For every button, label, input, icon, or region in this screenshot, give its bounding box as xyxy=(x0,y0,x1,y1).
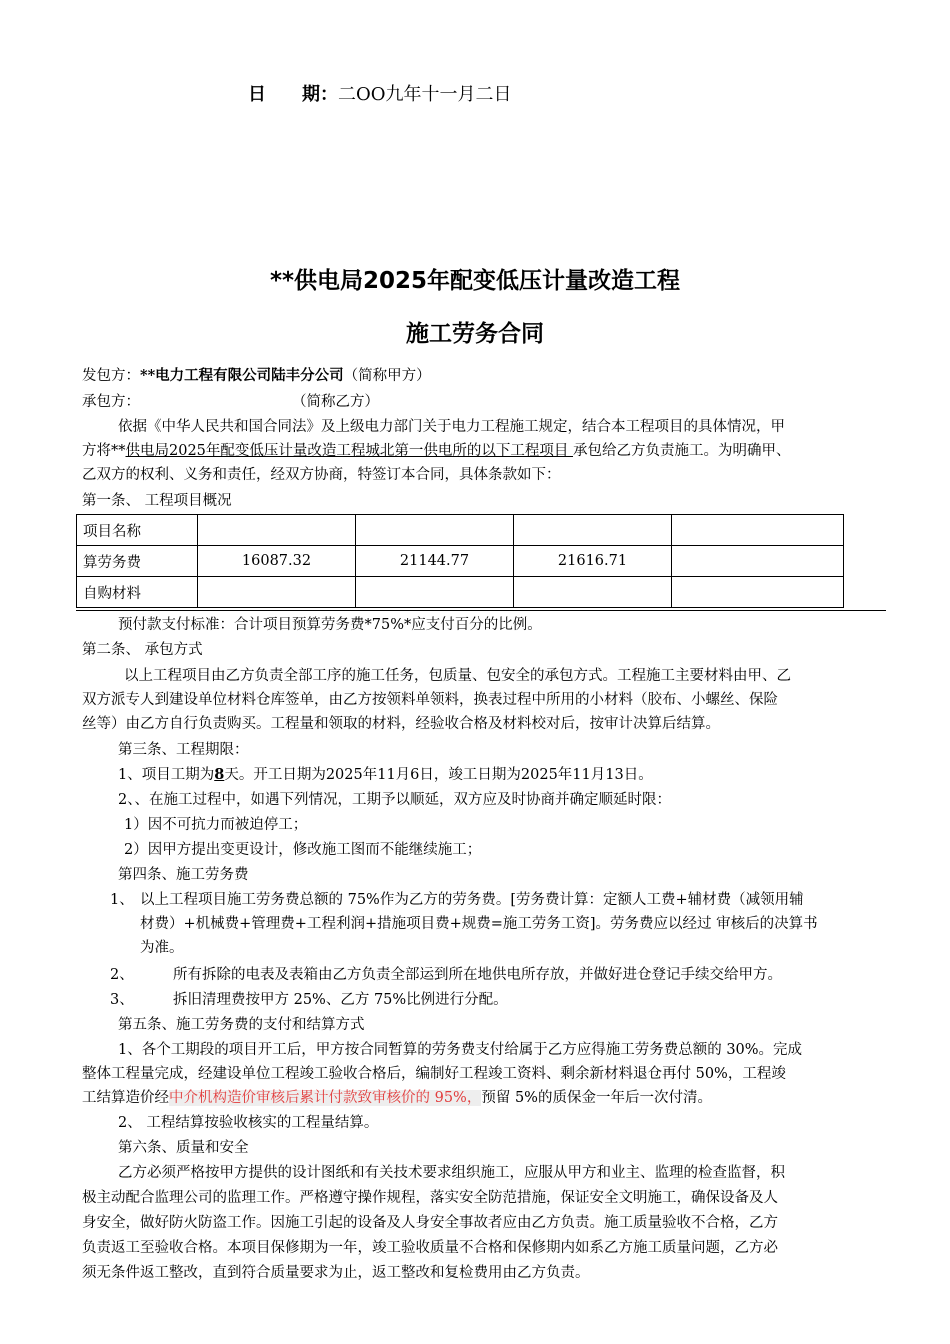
article-4-item-2: 所有拆除的电表及表箱由乙方负责全部运到所在地供电所存放，并做好进仓登记手续交给甲方。 xyxy=(173,967,782,983)
article-3-item-1 xyxy=(118,765,653,785)
contractor-name: **电力工程有限公司陆丰分公司 xyxy=(140,367,344,384)
date-label: 日 期： xyxy=(248,84,338,105)
article-2-line-1: 以上工程项目由乙方负责全部工序的施工任务，包质量、包安全的承包方式。工程施工主要材料由甲、乙 xyxy=(124,668,791,684)
article-3-heading: 第三条、工程期限： xyxy=(118,742,249,758)
article-5-heading: 第五条、施工劳务费的支付和结算方式 xyxy=(118,1017,365,1033)
highlighted-payment-clause: 中介机构造价审核后累计付款致审核价的 95%， xyxy=(169,1090,482,1106)
article-4-item-1b: 材费）+机械费+管理费+工程利润+措施项目费+规费=施工劳务工资]。劳务费应以经过 审核后的决算书 xyxy=(140,916,818,932)
article-6-line-5: 须无条件返工整改，直到符合质量要求为止，返工整改和复检费用由乙方负责。 xyxy=(82,1265,590,1281)
article-4-num-2: 2、 xyxy=(110,967,134,983)
duration-post: 天。开工日期为2025年11月6日，竣工日期为2025年11月13日。 xyxy=(224,767,653,783)
article-5-line-3-post: 预留 5%的质保金一年后一次付清。 xyxy=(481,1090,712,1106)
table-cell xyxy=(514,577,672,608)
article-4-item-3: 拆旧清理费按甲方 25%、乙方 75%比例进行分配。 xyxy=(173,992,508,1008)
row-label-labor-cost: 算劳务费 xyxy=(77,546,198,577)
article-4-item-1a: 以上工程项目施工劳务费总额的 75%作为乙方的劳务费。[劳务费计算：定额人工费+辅材费（减领用辅 xyxy=(140,892,804,908)
article-6-heading: 第六条、质量和安全 xyxy=(118,1140,249,1156)
article-5-line-4: 2、 工程结算按验收核实的工程量结算。 xyxy=(118,1115,379,1131)
article-3-item-3: 1）因不可抗力而被迫停工； xyxy=(124,817,308,833)
table-cell xyxy=(514,515,672,546)
article-6-line-2: 极主动配合监理公司的监理工作。严格遵守操作规程，落实安全防范措施，保证安全文明施工，确保设备及人 xyxy=(82,1190,778,1206)
article-4-num-3: 3、 xyxy=(110,992,134,1008)
article-1-heading: 第一条、 工程项目概况 xyxy=(82,493,232,509)
project-overview-table xyxy=(76,514,844,608)
article-4-item-1c: 为准。 xyxy=(140,940,184,956)
date-value: 二OO九年十一月二日 xyxy=(338,84,512,105)
subcontractor-abbr: （简称乙方） xyxy=(292,394,379,410)
labor-cost-3: 21616.71 xyxy=(514,546,672,577)
contract-date xyxy=(248,80,512,106)
article-5-line-3 xyxy=(82,1088,712,1108)
table-bottom-rule xyxy=(76,610,886,611)
article-3-item-4: 2）因甲方提出变更设计，修改施工图而不能继续施工； xyxy=(124,842,482,858)
row-label-self-purchased: 自购材料 xyxy=(77,577,198,608)
intro-line-2 xyxy=(82,441,791,461)
article-5-line-1: 1、各个工期段的项目开工后，甲方按合同暂算的劳务费支付给属于乙方应得施工劳务费总额的 30%。完成 xyxy=(118,1042,803,1058)
article-5-line-3-pre: 工结算造价经 xyxy=(82,1090,169,1106)
subcontractor-label: 承包方： xyxy=(82,394,140,410)
table-row xyxy=(77,546,844,577)
article-3-item-2: 2、、在施工过程中，如遇下列情况，工期予以顺延，双方应及时协商并确定顺延时限： xyxy=(118,792,671,808)
article-4-heading: 第四条、施工劳务费 xyxy=(118,867,249,883)
contractor-label: 发包方： xyxy=(82,368,140,384)
article-2-line-3: 丝等）由乙方自行负责购买。工程量和领取的材料，经验收合格及材料校对后，按审计决算后结算。 xyxy=(82,716,720,732)
table-cell xyxy=(198,515,356,546)
subcontractor-line xyxy=(82,392,379,412)
table-cell xyxy=(198,577,356,608)
payment-note: 预付款支付标准：合计项目预算劳务费*75%*应支付百分的比例。 xyxy=(118,617,542,633)
article-6-line-1: 乙方必须严格按甲方提供的设计图纸和有关技术要求组织施工，应服从甲方和业主、监理的检查监督，积 xyxy=(118,1165,785,1181)
table-row xyxy=(77,577,844,608)
duration-days: 8 xyxy=(214,766,225,783)
table-cell xyxy=(356,577,514,608)
article-5-line-2: 整体工程量完成，经建设单位工程竣工验收合格后，编制好工程竣工资料、剩余新材料退仓再付 50%，工程竣 xyxy=(82,1066,786,1082)
labor-cost-2: 21144.77 xyxy=(356,546,514,577)
table-row xyxy=(77,515,844,546)
article-2-heading: 第二条、 承包方式 xyxy=(82,642,203,658)
contractor-abbr: （简称甲方） xyxy=(343,368,431,384)
intro-line-1: 依据《中华人民共和国合同法》及上级电力部门关于电力工程施工规定，结合本工程项目的具体情况，甲 xyxy=(118,419,785,435)
labor-cost-1: 16087.32 xyxy=(198,546,356,577)
article-2-line-2: 双方派专人到建设单位材料仓库签单，由乙方按领料单领料，换表过程中所用的小材料（胶布、小螺丝、保险 xyxy=(82,692,778,708)
row-label-project-name: 项目名称 xyxy=(77,515,198,546)
table-cell xyxy=(672,577,844,608)
article-6-line-3: 身安全，做好防火防盗工作。因施工引起的设备及人身安全事故者应由乙方负责。施工质量验收不合格，乙方 xyxy=(82,1215,778,1231)
intro-line-2-pre: 方将** xyxy=(82,443,126,459)
article-4-num-1: 1、 xyxy=(110,892,134,908)
duration-pre: 1、项目工期为 xyxy=(118,767,215,783)
document-subtitle: 施工劳务合同 xyxy=(406,321,544,347)
article-6-line-4: 负责返工至验收合格。本项目保修期为一年，竣工验收质量不合格和保修期内如系乙方施工质量问题，乙方必 xyxy=(82,1240,778,1256)
table-cell xyxy=(356,515,514,546)
document-title: **供电局2025年配变低压计量改造工程 xyxy=(269,268,681,294)
table-cell xyxy=(672,546,844,577)
table-cell xyxy=(672,515,844,546)
intro-line-2-post: 承包给乙方负责施工。为明确甲、 xyxy=(573,443,791,459)
contractor-line xyxy=(82,366,431,386)
project-scope-underlined: 供电局2025年配变低压计量改造工程城北第一供电所的以下工程项目 xyxy=(125,443,574,459)
intro-line-3: 乙双方的权利、义务和责任，经双方协商，特签订本合同，具体条款如下： xyxy=(82,467,561,483)
